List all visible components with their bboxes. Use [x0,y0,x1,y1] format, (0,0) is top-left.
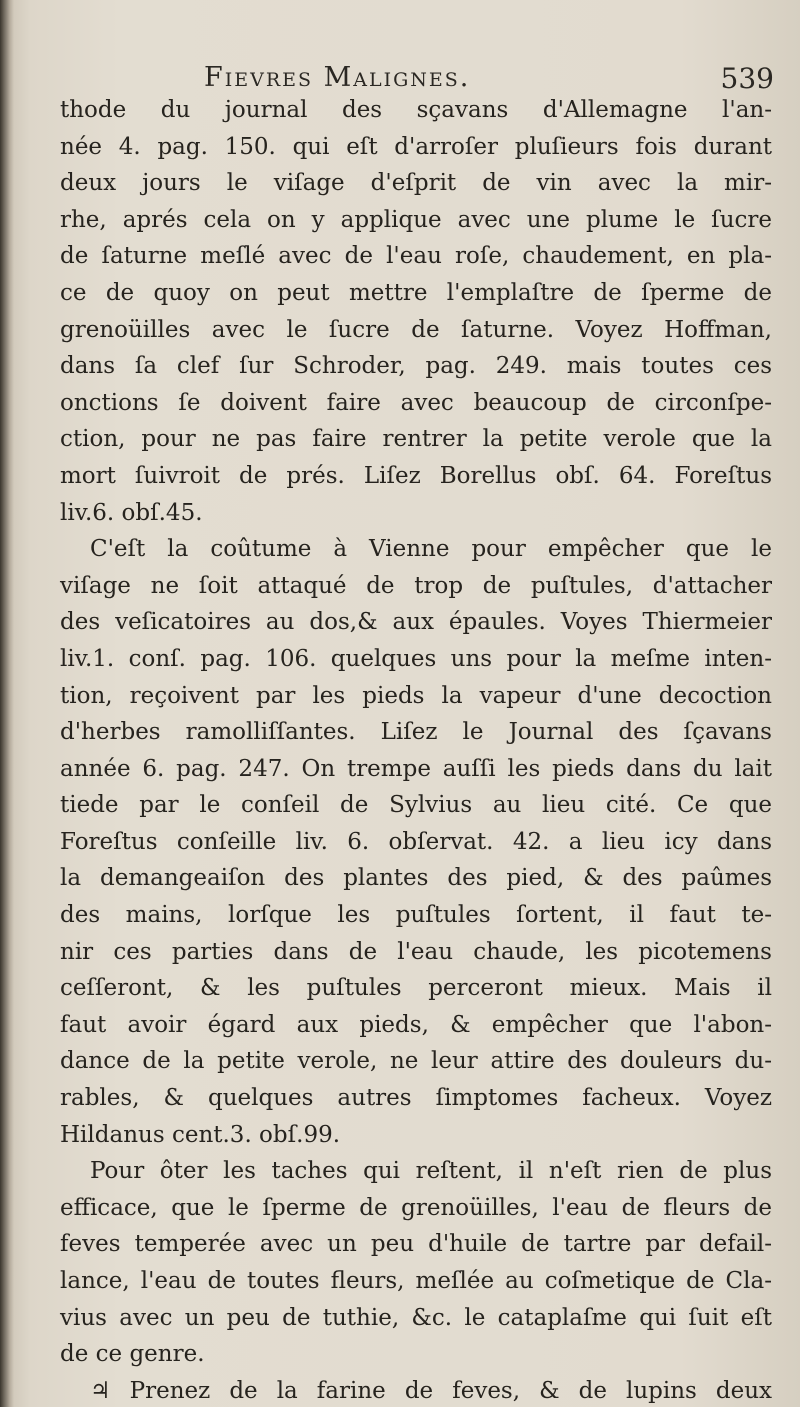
text-line: tion, reçoivent par les pieds la vapeur d'une decoction [60,682,772,709]
text-line: viſage ne ſoit attaqué de trop de puſtules, d'attacher [60,572,772,599]
paragraph-first-line: Pour ôter les taches qui reſtent, il n'eſt rien de plus [90,1158,772,1185]
binding-gutter [0,0,14,1407]
text-line: nir ces parties dans de l'eau chaude, les picotemens [60,938,772,965]
page-number: 539 [720,62,774,95]
text-line: dance de la petite verole, ne leur attire des douleurs du- [60,1048,772,1075]
running-head: Fievres Malignes. [204,62,471,93]
text-line: liv.1. conſ. pag. 106. quelques uns pour la meſme inten- [60,645,772,672]
text-line: Hildanus cent.3. obſ.99. [60,1121,341,1148]
text-line: vius avec un peu de tuthie, &c. le cataplaſme qui ſuit eſt [60,1304,772,1331]
text-line: dans ſa clef ſur Schroder, pag. 249. mais toutes ces [60,353,772,380]
text-line: deux jours le viſage d'eſprit de vin avec la mir- [60,170,772,197]
text-line: d'herbes ramolliſſantes. Liſez le Journal des ſçavans [60,719,772,746]
text-line: efficace, que le ſperme de grenoüilles, l'eau de fleurs de [60,1194,772,1221]
text-line: née 4. pag. 150. qui eſt d'arroſer pluſieurs fois durant [60,133,772,160]
text-line: mort ſuivroit de prés. Liſez Borellus obſ. 64. Foreſtus [60,462,772,489]
text-line: Foreſtus conſeille liv. 6. obſervat. 42. a lieu icy dans [60,828,772,855]
text-line: rhe, aprés cela on y applique avec une plume le ſucre [60,206,772,233]
text-line: liv.6. obſ.45. [60,499,203,526]
text-line: de ce genre. [60,1341,205,1368]
text-line: ction, pour ne pas faire rentrer la petite verole que la [60,426,772,453]
text-line: des mains, lorſque les puſtules ſortent, il faut te- [60,902,772,929]
text-line: la demangeaiſon des plantes des pied, & des paûmes [60,865,772,892]
text-line: feves temperée avec un peu d'huile de tartre par defail- [60,1231,772,1258]
text-line: ce de quoy on peut mettre l'emplaſtre de ſperme de [60,279,772,306]
text-line: des veſicatoires au dos,& aux épaules. Voyes Thiermeier [60,609,772,636]
text-line: lance, l'eau de toutes fleurs, meſlée au coſmetique de Cla- [60,1268,772,1294]
text-line: grenoüilles avec le ſucre de ſaturne. Voyez Hoffman, [60,316,772,343]
paragraph-first-line: ♃ Prenez de la farine de feves, & de lupins deux [90,1377,772,1404]
text-line: thode du journal des sçavans d'Allemagne l'an- [60,97,772,123]
text-line: onctions ſe doivent faire avec beaucoup de circonſpe- [60,389,772,416]
text-line: de ſaturne meſlé avec de l'eau roſe, chaudement, en pla- [60,243,772,270]
text-line: rables, & quelques autres ſimptomes facheux. Voyez [60,1085,772,1112]
text-line: tiede par le conſeil de Sylvius au lieu cité. Ce que [60,792,772,819]
text-line: ceſſeront, & les puſtules perceront mieux. Mais il [60,975,772,1002]
paragraph-first-line: C'eſt la coûtume à Vienne pour empêcher que le [90,536,772,563]
text-line: faut avoir égard aux pieds, & empêcher que l'abon- [60,1011,772,1038]
body-text [60,92,772,1407]
text-line: année 6. pag. 247. On trempe auſſi les pieds dans du lait [60,755,772,782]
